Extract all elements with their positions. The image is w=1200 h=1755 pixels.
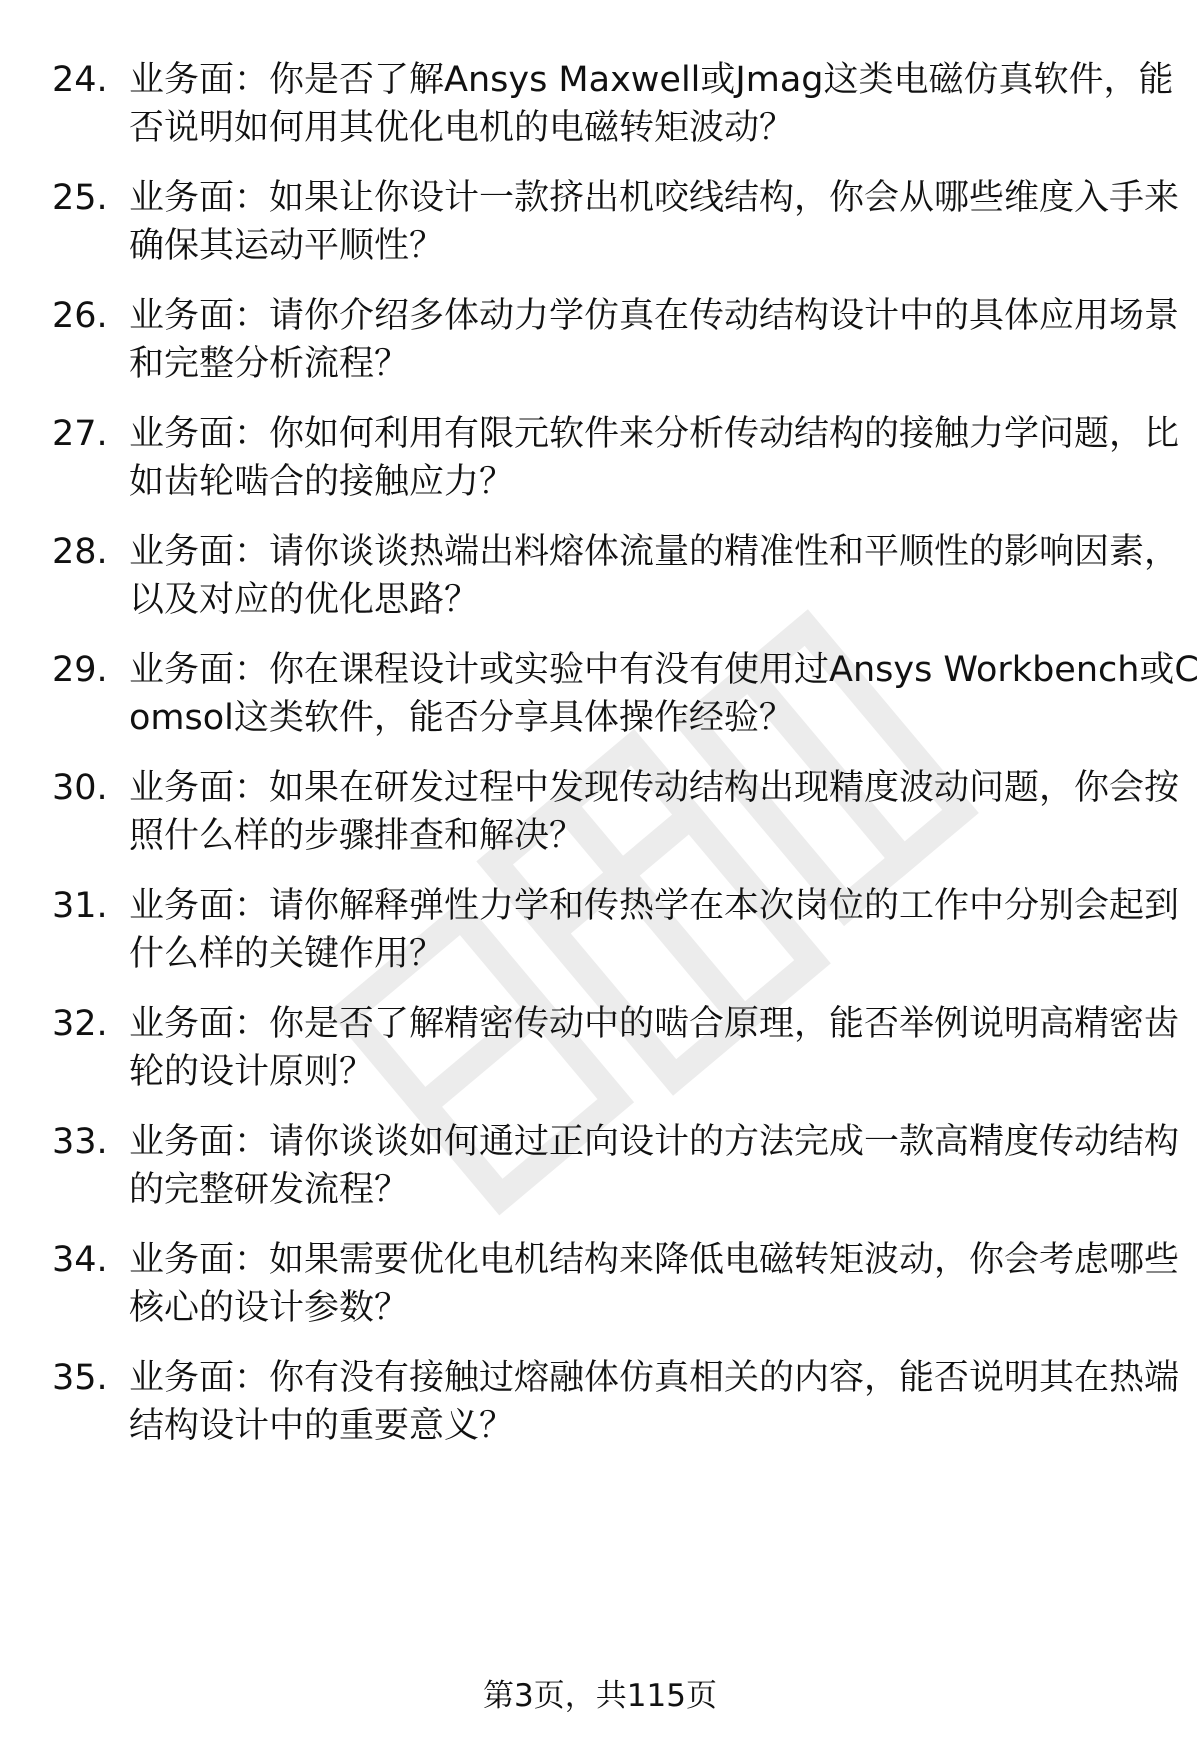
question-text: 业务面：请你解释弹性力学和传热学在本次岗位的工作中分别会起到什么样的关键作用？	[129, 886, 1180, 974]
question-text: 业务面：你是否了解精密传动中的啮合原理，能否举例说明高精密齿轮的设计原则？	[129, 1004, 1180, 1092]
question-text: 业务面：你是否了解Ansys Maxwell或Jmag这类电磁仿真软件，能否说明如何用其优化电机的电磁转矩波动？	[129, 60, 1174, 148]
question-number: 28.	[52, 532, 108, 572]
question-number: 30.	[52, 768, 108, 808]
question-number: 35.	[52, 1358, 108, 1398]
question-text: 业务面：你有没有接触过熔融体仿真相关的内容，能否说明其在热端结构设计中的重要意义？	[129, 1358, 1180, 1446]
question-number: 29.	[52, 650, 108, 690]
question-text: 业务面：请你介绍多体动力学仿真在传动结构设计中的具体应用场景和完整分析流程？	[129, 296, 1180, 384]
question-text: 业务面：你在课程设计或实验中有没有使用过Ansys Workbench或Comsol这类软件，能否分享具体操作经验？	[129, 650, 1199, 738]
question-text: 业务面：如果需要优化电机结构来降低电磁转矩波动，你会考虑哪些核心的设计参数？	[129, 1240, 1180, 1328]
question-text: 业务面：如果让你设计一款挤出机咬线结构，你会从哪些维度入手来确保其运动平顺性？	[129, 178, 1180, 266]
question-number: 31.	[52, 886, 108, 926]
question-text: 业务面：你如何利用有限元软件来分析传动结构的接触力学问题，比如齿轮啮合的接触应力？	[129, 414, 1180, 502]
question-number: 33.	[52, 1122, 108, 1162]
question-number: 32.	[52, 1004, 108, 1044]
question-text: 业务面：请你谈谈热端出料熔体流量的精准性和平顺性的影响因素，以及对应的优化思路？	[129, 532, 1180, 620]
question-number: 24.	[52, 60, 108, 100]
question-number: 34.	[52, 1240, 108, 1280]
question-text: 业务面：如果在研发过程中发现传动结构出现精度波动问题，你会按照什么样的步骤排查和解决？	[129, 768, 1180, 856]
question-number: 26.	[52, 296, 108, 336]
question-number: 25.	[52, 178, 108, 218]
question-text: 业务面：请你谈谈如何通过正向设计的方法完成一款高精度传动结构的完整研发流程？	[129, 1122, 1180, 1210]
question-number: 27.	[52, 414, 108, 454]
page-number: 第3页，共115页	[483, 1678, 717, 1714]
